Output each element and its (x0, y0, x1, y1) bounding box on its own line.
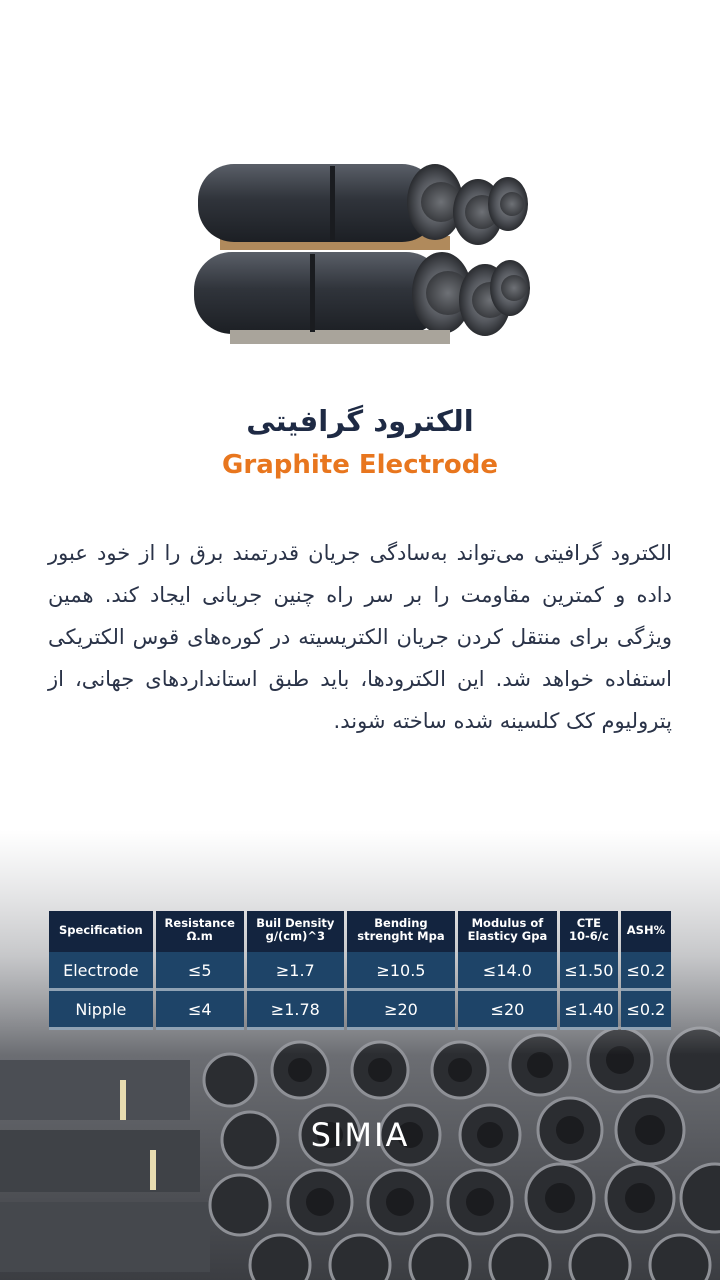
header-resistance: Resistance Ω.m (156, 911, 244, 952)
table-cell: ≥10.5 (347, 952, 455, 991)
graphite-electrodes-image (180, 160, 540, 360)
table-row-nipple (49, 991, 671, 1030)
header-cte: CTE 10-6/c (560, 911, 618, 952)
table-cell: ≤5 (156, 952, 244, 991)
table-cell: ≥1.78 (247, 991, 344, 1030)
electrodes-background-photo (0, 830, 720, 1280)
header-bulk-density: Buil Density g/(cm)^3 (247, 911, 344, 952)
row-label: Electrode (49, 952, 153, 991)
table-row-electrode (49, 952, 671, 991)
table-header-row (49, 911, 671, 952)
table-cell: ≤0.2 (621, 991, 671, 1030)
specification-table (46, 911, 674, 1030)
header-modulus: Modulus of Elasticy Gpa (458, 911, 557, 952)
table-cell: ≤14.0 (458, 952, 557, 991)
table-cell: ≤1.50 (560, 952, 618, 991)
table-cell: ≤0.2 (621, 952, 671, 991)
table-cell: ≤1.40 (560, 991, 618, 1030)
description-paragraph: الکترود گرافیتی می‌تواند به‌سادگی جریان قدرتمند برق را از خود عبور داده و کمترین مقاومت را بر سر راه چنین جریانی ایجاد کند. همین ویژگی برای منتقل کردن جریان الکتریسیته در کوره‌های قوس الکتریکی استفاده خواهد شد. این الکترودها، باید طبق استانداردهای جهانی، از پترولیوم کک کلسینه شده ساخته شوند. (48, 541, 672, 733)
header-specification: Specification (49, 911, 153, 952)
table-cell: ≥20 (347, 991, 455, 1030)
row-label: Nipple (49, 991, 153, 1030)
title-persian: الکترود گرافیتی (246, 404, 474, 438)
table-cell: ≥1.7 (247, 952, 344, 991)
table-cell: ≤20 (458, 991, 557, 1030)
header-bending-strength: Bending strenght Mpa (347, 911, 455, 952)
title-english: Graphite Electrode (222, 450, 498, 480)
table-cell: ≤4 (156, 991, 244, 1030)
header-ash: ASH% (621, 911, 671, 952)
brand-logo: SIMIA (310, 1116, 410, 1154)
